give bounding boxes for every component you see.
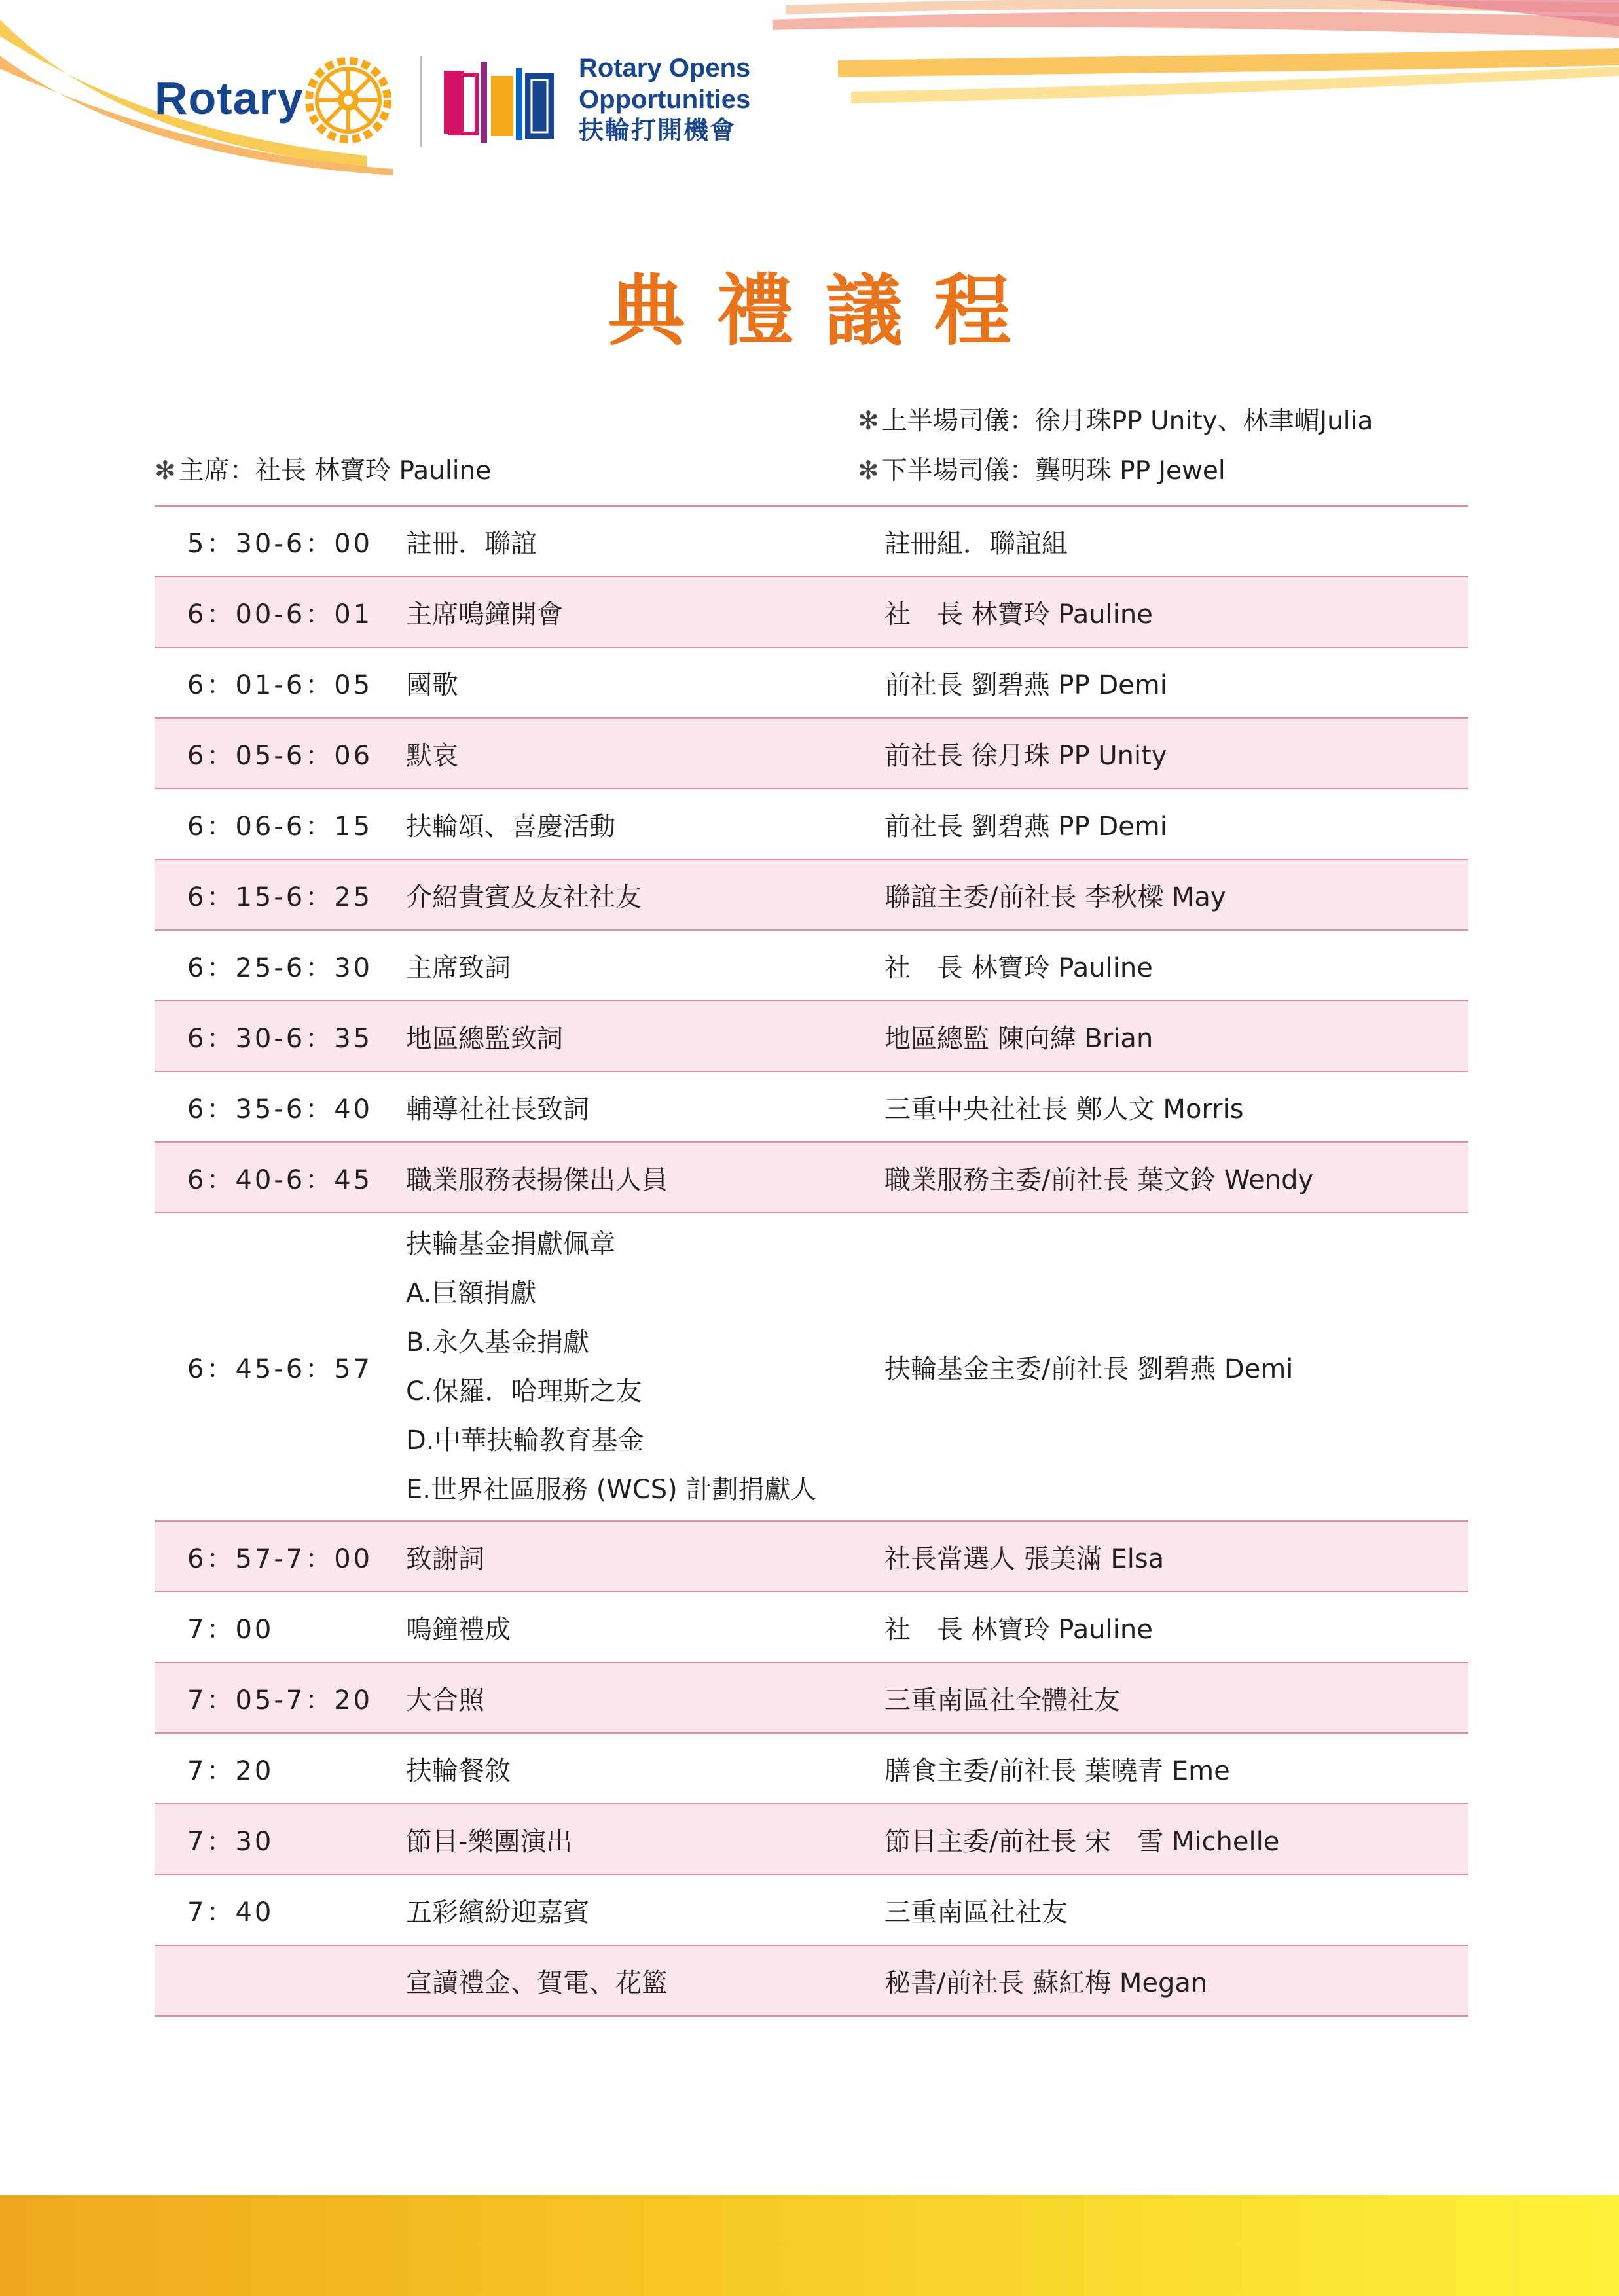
logo-divider [420,56,422,147]
mc-first-half [858,401,1373,437]
agenda-row [155,1001,1468,1072]
agenda-time: 6：45-6：57 [187,1354,373,1384]
agenda-presenter: 社長當選人 張美滿 Elsa [884,1543,1165,1574]
agenda-item: 國歌 [406,670,458,700]
chairperson-text: 主席：社長 林寶玲 Pauline [178,456,492,486]
agenda-subitem: E.世界社區服務 (WCS) 計劃捐獻人 [406,1474,817,1505]
agenda-item: 扶輪餐敘 [406,1755,511,1786]
theme-line-2: Opportunities [579,85,751,114]
agenda-time: 6：00-6：01 [187,599,373,630]
agenda-item: 鳴鐘禮成 [406,1614,511,1645]
theme-line-zh: 扶輪打開機會 [579,117,737,145]
rotary-wheel-icon [302,54,394,146]
agenda-presenter: 地區總監 陳向緯 Brian [884,1023,1154,1054]
agenda-row [155,789,1468,860]
chairperson [155,450,491,487]
asterisk-icon: ✻ [858,406,879,436]
agenda-item: 大合照 [406,1685,484,1715]
agenda-presenter: 秘書/前社長 蘇紅梅 Megan [884,1967,1208,1998]
agenda-row [155,860,1468,931]
agenda-presenter: 膳食主委/前社長 葉曉青 Eme [884,1755,1230,1786]
agenda-row [155,1734,1468,1804]
agenda-item: 地區總監致詞 [406,1023,563,1054]
agenda-time: 6：01-6：05 [187,670,373,700]
agenda-time: 6：40-6：45 [187,1164,373,1195]
agenda-row [155,577,1468,648]
agenda-time: 6：25-6：30 [187,952,373,983]
agenda-time: 6：35-6：40 [187,1094,373,1124]
agenda-time: 6：30-6：35 [187,1023,373,1054]
agenda-row [155,719,1468,789]
agenda-item: 輔導社社長致詞 [406,1094,589,1124]
agenda-time: 7：00 [187,1614,274,1645]
agenda-presenter: 前社長 劉碧燕 PP Demi [884,811,1167,842]
asterisk-icon: ✻ [155,456,176,486]
agenda-time: 5：30-6：00 [187,528,373,559]
agenda-row [155,1522,1468,1592]
agenda-presenter: 三重南區社社友 [884,1897,1068,1928]
agenda-item: 主席致詞 [406,952,511,983]
agenda-presenter: 職業服務主委/前社長 葉文鈴 Wendy [884,1164,1314,1195]
agenda-time: 7：05-7：20 [187,1685,373,1715]
agenda-item: 職業服務表揚傑出人員 [406,1164,668,1195]
agenda-row [155,648,1468,719]
agenda-item: 默哀 [406,740,458,771]
agenda-row [155,1804,1468,1875]
agenda-presenter: 社 長 林寶玲 Pauline [884,1614,1153,1645]
agenda-row [155,1143,1468,1213]
agenda-presenter: 前社長 徐月珠 PP Unity [884,740,1167,771]
rotary-wordmark: Rotary [155,73,304,124]
doors-logo-icon [440,56,564,148]
agenda-presenter: 聯誼主委/前社長 李秋樑 May [884,882,1226,912]
agenda-row [155,931,1468,1001]
agenda-row [155,1946,1468,2017]
agenda-item: 註冊．聯誼 [406,528,537,559]
agenda-presenter: 三重南區社全體社友 [884,1685,1120,1715]
agenda-row [155,1592,1468,1663]
agenda-item: 扶輪基金捐獻佩章 [406,1229,615,1259]
agenda-time: 6：57-7：00 [187,1543,373,1574]
agenda-time: 6：15-6：25 [187,882,373,912]
mc-first-half-text: 上半場司儀：徐月珠PP Unity、林聿嵋Julia [881,406,1373,436]
agenda-time: 7：20 [187,1755,274,1786]
agenda-item: 節目-樂團演出 [406,1826,573,1857]
agenda-item: 宣讀禮金、賀電、花籃 [406,1967,668,1998]
agenda-item: 介紹貴賓及友社社友 [406,882,642,912]
agenda-time: 6：05-6：06 [187,740,373,771]
theme-logo-text [579,52,750,147]
agenda-time: 6：06-6：15 [187,811,373,842]
agenda-item-list [406,1213,817,1520]
agenda-presenter: 社 長 林寶玲 Pauline [884,952,1153,983]
agenda-subitem: B.永久基金捐獻 [406,1327,590,1357]
agenda-table [155,505,1468,2017]
agenda-row [155,505,1468,577]
mc-second-half-text: 下半場司儀：龔明珠 PP Jewel [881,456,1226,486]
agenda-subitem: C.保羅．哈理斯之友 [406,1376,642,1407]
agenda-item: 致謝詞 [406,1543,484,1574]
agenda-subitem: D.中華扶輪教育基金 [406,1425,644,1456]
agenda-presenter: 前社長 劉碧燕 PP Demi [884,670,1167,700]
mc-second-half [858,450,1226,487]
agenda-row [155,1875,1468,1946]
agenda-item: 五彩繽紛迎嘉賓 [406,1897,589,1928]
asterisk-icon: ✻ [858,456,879,486]
agenda-subitem: A.巨額捐獻 [406,1278,537,1308]
agenda-time: 7：30 [187,1826,274,1857]
agenda-presenter: 三重中央社社長 鄭人文 Morris [884,1094,1244,1124]
agenda-row [155,1072,1468,1143]
page-title: 典禮議程 [608,265,1043,356]
footer-gradient-band [0,2195,1619,2296]
theme-line-1: Rotary Opens [579,54,751,82]
agenda-row [155,1663,1468,1734]
agenda-row [155,1213,1468,1522]
agenda-item: 扶輪頌、喜慶活動 [406,811,615,842]
agenda-presenter: 社 長 林寶玲 Pauline [884,599,1153,630]
agenda-presenter: 扶輪基金主委/前社長 劉碧燕 Demi [884,1354,1294,1384]
agenda-presenter: 註冊組．聯誼組 [884,528,1068,559]
agenda-presenter: 節目主委/前社長 宋 雪 Michelle [884,1826,1280,1857]
agenda-time: 7：40 [187,1897,274,1928]
agenda-item: 主席鳴鐘開會 [406,599,563,630]
